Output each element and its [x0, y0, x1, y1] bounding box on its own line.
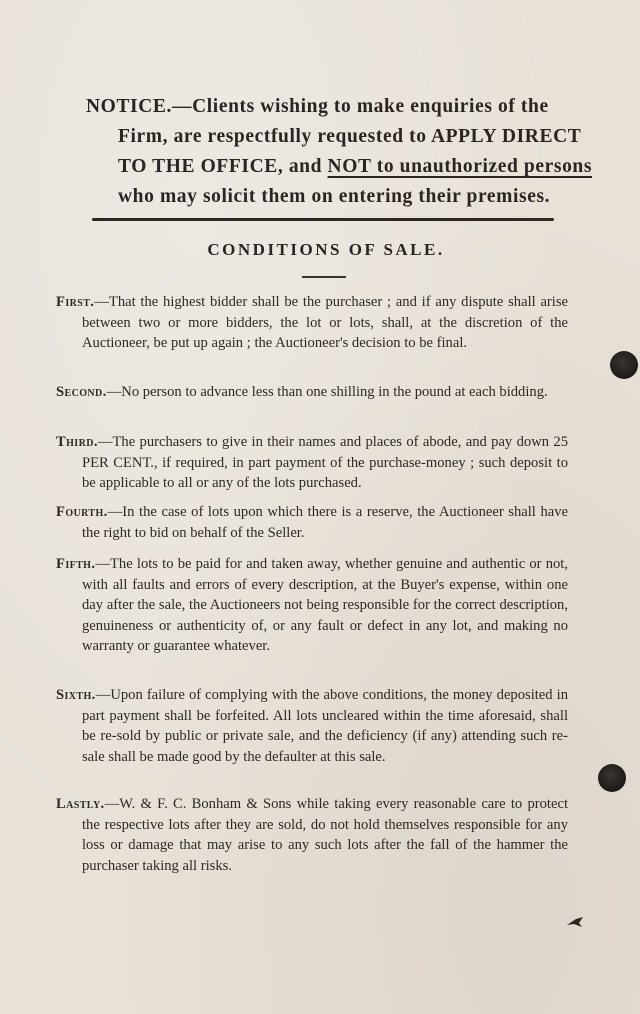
- condition-lastly: [56, 794, 568, 876]
- notice-line-1: NOTICE.—Clients wishing to make enquiries of the: [86, 96, 549, 117]
- condition-text: —W. & F. C. Bonham & Sons while taking every reasonable care to protect the respective lots after they are sold, do not hold themselves responsible for any loss or damage that may arise to any such lots after the fall of the hammer the purchaser taking all risks.: [82, 796, 568, 874]
- condition-first: [56, 292, 568, 354]
- notice-line-3: [86, 152, 593, 182]
- notice-line-4: who may solicit them on entering their premises.: [118, 186, 551, 207]
- condition-lead: Second.: [56, 384, 107, 400]
- heading-rule: [302, 276, 346, 278]
- condition-second: [56, 382, 568, 403]
- condition-lead: Fourth.: [56, 504, 108, 520]
- ink-mark-icon: [566, 916, 584, 928]
- condition-third: [56, 432, 568, 494]
- condition-sixth: [56, 685, 568, 767]
- notice-line-2: Firm, are respectfully requested to APPLY DIRECT: [118, 126, 582, 147]
- condition-lead: Fifth.: [56, 556, 96, 572]
- binding-hole-icon: [610, 351, 638, 379]
- condition-text: —Upon failure of complying with the above conditions, the money deposited in part payment shall be forfeited. All lots uncleared within the time aforesaid, shall be re-sold by public or private sale, and the deficiency (if any) attending such re-sale shall be made good by the defaulter at this sale.: [82, 687, 568, 765]
- notice-underlined-text: NOT to unauthorized persons: [327, 156, 593, 177]
- condition-lead: Lastly.: [56, 796, 105, 812]
- condition-text: —In the case of lots upon which there is a reserve, the Auctioneer shall have the right to bid on behalf of the Seller.: [82, 504, 568, 541]
- notice-divider: [92, 218, 554, 221]
- condition-fourth: [56, 502, 568, 543]
- condition-fifth: [56, 554, 568, 657]
- condition-text: —That the highest bidder shall be the purchaser ; and if any dispute shall arise between two or more bidders, the lot or lots, shall, at the discretion of the Auctioneer, be put up again ; the Auctioneer's decision to be final.: [82, 294, 568, 351]
- binding-hole-icon: [598, 764, 626, 792]
- condition-text: —The lots to be paid for and taken away, whether genuine and authentic or not, with all faults and errors of every description, at the Buyer's expense, within one day after the sale, the Auctioneers not being responsible for the correct description, genuineness or authenticity of, or any fault or defect in any lot, and making no warranty or guarantee whatever.: [82, 556, 568, 654]
- notice-block: [86, 92, 593, 212]
- condition-text: —The purchasers to give in their names and places of abode, and pay down 25 PER CENT., if required, in part payment of the purchase-money ; such deposit to be applicable to all or any of the lots purchased.: [82, 434, 568, 491]
- condition-lead: Third.: [56, 434, 98, 450]
- condition-lead: First.: [56, 294, 95, 310]
- condition-lead: Sixth.: [56, 687, 96, 703]
- notice-line-3-text: TO THE OFFICE, and: [118, 156, 323, 177]
- condition-text: —No person to advance less than one shilling in the pound at each bidding.: [106, 384, 548, 400]
- conditions-heading: CONDITIONS OF SALE.: [207, 240, 445, 259]
